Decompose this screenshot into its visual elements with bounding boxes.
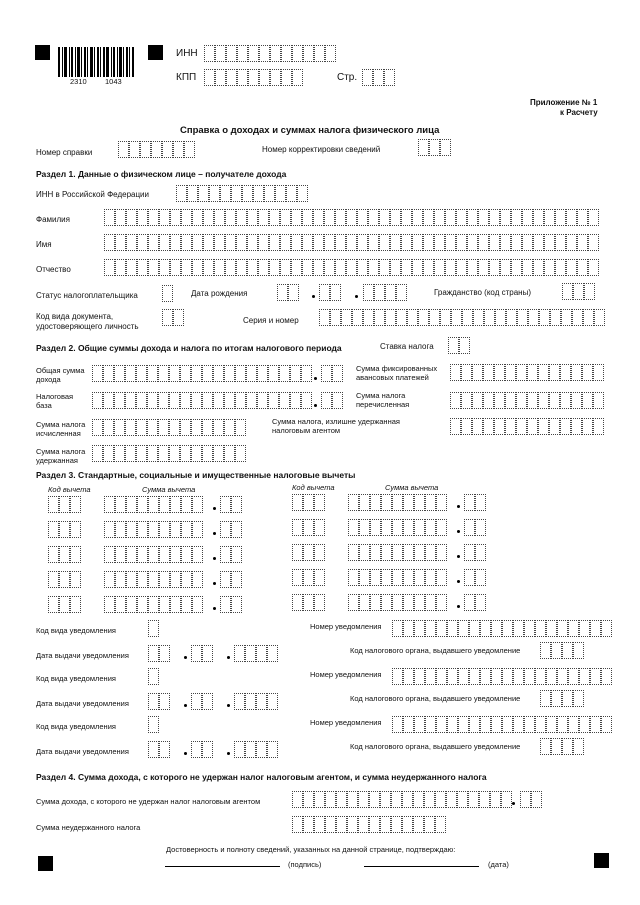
fixed-advance-label-1: Сумма фиксированных bbox=[356, 364, 438, 373]
notice-authority-label: Код налогового органа, выдавшего уведомление bbox=[350, 646, 521, 655]
deduction-code-cells[interactable] bbox=[48, 571, 81, 588]
date-caption: (дата) bbox=[488, 860, 509, 869]
doc-type-cells[interactable] bbox=[162, 309, 184, 326]
surname-cells[interactable] bbox=[104, 209, 599, 226]
tax-over-cells[interactable] bbox=[450, 418, 604, 435]
total-income-cells[interactable] bbox=[92, 365, 312, 382]
birth-date-label: Дата рождения bbox=[191, 289, 248, 298]
deduction-code-cells[interactable] bbox=[292, 544, 325, 561]
date-dot bbox=[227, 656, 230, 659]
barcode-text-left: 2310 bbox=[70, 77, 87, 86]
deduction-kop-cells[interactable] bbox=[220, 596, 242, 613]
tax-calc-label-2: исчисленная bbox=[36, 429, 81, 438]
corner-marker-top-mid bbox=[148, 45, 163, 60]
date-dot bbox=[184, 704, 187, 707]
date-dot bbox=[227, 752, 230, 755]
inn-rf-label: ИНН в Российской Федерации bbox=[36, 190, 149, 199]
date-dot bbox=[312, 295, 315, 298]
inn-rf-cells[interactable] bbox=[176, 185, 308, 202]
date-line[interactable] bbox=[364, 866, 479, 867]
notice-date-label: Дата выдачи уведомления bbox=[36, 747, 129, 756]
deduction-kop-cells[interactable] bbox=[464, 544, 486, 561]
date-dot bbox=[227, 704, 230, 707]
corner-marker-top-left bbox=[35, 45, 50, 60]
decimal-dot bbox=[457, 580, 460, 583]
decimal-dot bbox=[457, 505, 460, 508]
deduction-sum-cells[interactable] bbox=[348, 594, 447, 611]
notice-number-label: Номер уведомления bbox=[310, 718, 382, 727]
section3-title: Раздел 3. Стандартные, социальные и имущественные налоговые вычеты bbox=[36, 470, 356, 480]
deduction-code-header-right: Код вычета bbox=[292, 483, 335, 492]
inn-cells[interactable] bbox=[204, 45, 336, 62]
citizenship-cells[interactable] bbox=[562, 283, 595, 300]
deduction-sum-cells[interactable] bbox=[348, 544, 447, 561]
barcode-text-right: 1043 bbox=[105, 77, 122, 86]
inn-label: ИНН bbox=[176, 48, 198, 59]
deduction-kop-cells[interactable] bbox=[220, 571, 242, 588]
name-label: Имя bbox=[36, 240, 52, 249]
barcode bbox=[58, 47, 134, 77]
deduction-kop-cells[interactable] bbox=[464, 519, 486, 536]
tax-not-withheld-cells[interactable] bbox=[292, 816, 446, 833]
notice-authority-cells[interactable] bbox=[540, 738, 584, 755]
total-income-kop-cells[interactable] bbox=[321, 365, 343, 382]
decimal-dot bbox=[213, 507, 216, 510]
notice-type-label: Код вида уведомления bbox=[36, 626, 116, 635]
taxpayer-status-cell[interactable] bbox=[162, 285, 173, 302]
section2-title: Раздел 2. Общие суммы дохода и налога по итогам налогового периода bbox=[36, 343, 342, 353]
date-dot bbox=[184, 752, 187, 755]
citizenship-label: Гражданство (код страны) bbox=[434, 288, 531, 297]
notice-type-cell[interactable] bbox=[148, 716, 159, 733]
name-cells[interactable] bbox=[104, 234, 599, 251]
tax-over-label-1: Сумма налога, излишне удержанная bbox=[272, 417, 400, 426]
page-cells[interactable] bbox=[362, 69, 395, 86]
deduction-kop-cells[interactable] bbox=[464, 494, 486, 511]
birth-year-cells[interactable] bbox=[363, 284, 407, 301]
notice-day-cells[interactable] bbox=[148, 693, 170, 710]
notice-type-cell[interactable] bbox=[148, 620, 159, 637]
tax-paid-label-2: перечисленная bbox=[356, 400, 410, 409]
deduction-sum-cells[interactable] bbox=[104, 521, 203, 538]
birth-month-cells[interactable] bbox=[319, 284, 341, 301]
signature-line[interactable] bbox=[165, 866, 280, 867]
income-not-withheld-label: Сумма дохода, с которого не удержан налог налоговым агентом bbox=[36, 797, 261, 806]
decimal-dot bbox=[314, 404, 317, 407]
deduction-code-header-left: Код вычета bbox=[48, 485, 91, 494]
deduction-code-cells[interactable] bbox=[292, 494, 325, 511]
deduction-kop-cells[interactable] bbox=[464, 569, 486, 586]
income-not-withheld-kop-cells[interactable] bbox=[520, 791, 542, 808]
deduction-code-cells[interactable] bbox=[292, 569, 325, 586]
notice-authority-cells[interactable] bbox=[540, 642, 584, 659]
series-number-label: Серия и номер bbox=[243, 316, 299, 325]
signature-caption: (подпись) bbox=[288, 860, 322, 869]
kpp-cells[interactable] bbox=[204, 69, 303, 86]
form-title: Справка о доходах и суммах налога физического лица bbox=[180, 125, 440, 136]
tax-paid-label-1: Сумма налога bbox=[356, 391, 406, 400]
surname-label: Фамилия bbox=[36, 215, 70, 224]
deduction-sum-cells[interactable] bbox=[104, 546, 203, 563]
tax-base-kop-cells[interactable] bbox=[321, 392, 343, 409]
tax-over-label-2: налоговым агентом bbox=[272, 426, 341, 435]
date-dot bbox=[184, 656, 187, 659]
deduction-code-cells[interactable] bbox=[292, 519, 325, 536]
deduction-sum-cells[interactable] bbox=[104, 596, 203, 613]
birth-day-cells[interactable] bbox=[277, 284, 299, 301]
section4-title: Раздел 4. Сумма дохода, с которого не удержан налог налоговым агентом, и сумма неудержанного налога bbox=[36, 772, 487, 782]
section1-title: Раздел 1. Данные о физическом лице – получателе дохода bbox=[36, 169, 287, 179]
kpp-label: КПП bbox=[176, 72, 197, 83]
notice-type-cell[interactable] bbox=[148, 668, 159, 685]
notice-authority-cells[interactable] bbox=[540, 690, 584, 707]
patronymic-cells[interactable] bbox=[104, 259, 599, 276]
cert-number-label: Номер справки bbox=[36, 148, 93, 157]
deduction-code-cells[interactable] bbox=[48, 496, 81, 513]
notice-authority-label: Код налогового органа, выдавшего уведомление bbox=[350, 694, 521, 703]
taxpayer-status-label: Статус налогоплательщика bbox=[36, 291, 138, 300]
patronymic-label: Отчество bbox=[36, 265, 71, 274]
correction-number-cells[interactable] bbox=[418, 139, 451, 156]
tax-withheld-label-1: Сумма налога bbox=[36, 447, 86, 456]
corner-marker-bottom-right bbox=[594, 853, 609, 868]
fixed-advance-cells[interactable] bbox=[450, 364, 604, 381]
notice-number-cells[interactable] bbox=[392, 668, 612, 685]
notice-date-label: Дата выдачи уведомления bbox=[36, 699, 129, 708]
notice-year-cells[interactable] bbox=[234, 741, 278, 758]
tax-withheld-label-2: удержанная bbox=[36, 456, 78, 465]
page-label: Стр. bbox=[337, 72, 358, 83]
notice-type-label: Код вида уведомления bbox=[36, 722, 116, 731]
tax-calc-label-1: Сумма налога bbox=[36, 420, 86, 429]
deduction-code-cells[interactable] bbox=[48, 546, 81, 563]
deduction-sum-cells[interactable] bbox=[348, 569, 447, 586]
total-income-label-1: Общая сумма bbox=[36, 366, 85, 375]
tax-calc-cells[interactable] bbox=[92, 419, 246, 436]
appendix-line2: к Расчету bbox=[560, 108, 598, 117]
notice-number-label: Номер уведомления bbox=[310, 622, 382, 631]
tax-withheld-cells[interactable] bbox=[92, 445, 246, 462]
notice-type-label: Код вида уведомления bbox=[36, 674, 116, 683]
cert-number-cells[interactable] bbox=[118, 141, 195, 158]
tax-base-cells[interactable] bbox=[92, 392, 312, 409]
tax-rate-label: Ставка налога bbox=[380, 342, 434, 351]
tax-rate-cells[interactable] bbox=[448, 337, 470, 354]
corner-marker-bottom-left bbox=[38, 856, 53, 871]
decimal-dot bbox=[512, 802, 515, 805]
doc-type-label-1: Код вида документа, bbox=[36, 312, 114, 321]
notice-month-cells[interactable] bbox=[191, 741, 213, 758]
notice-day-cells[interactable] bbox=[148, 645, 170, 662]
notice-year-cells[interactable] bbox=[234, 693, 278, 710]
income-not-withheld-cells[interactable] bbox=[292, 791, 512, 808]
notice-month-cells[interactable] bbox=[191, 645, 213, 662]
total-income-label-2: дохода bbox=[36, 375, 61, 384]
correction-number-label: Номер корректировки сведений bbox=[262, 145, 381, 154]
deduction-code-cells[interactable] bbox=[48, 596, 81, 613]
deduction-sum-header-right: Сумма вычета bbox=[385, 483, 439, 492]
tax-not-withheld-label: Сумма неудержанного налога bbox=[36, 823, 141, 832]
deduction-sum-cells[interactable] bbox=[104, 571, 203, 588]
decimal-dot bbox=[213, 582, 216, 585]
notice-month-cells[interactable] bbox=[191, 693, 213, 710]
decimal-dot bbox=[457, 530, 460, 533]
deduction-sum-cells[interactable] bbox=[104, 496, 203, 513]
decimal-dot bbox=[213, 532, 216, 535]
notice-date-label: Дата выдачи уведомления bbox=[36, 651, 129, 660]
notice-year-cells[interactable] bbox=[234, 645, 278, 662]
appendix-line1: Приложение № 1 bbox=[530, 98, 598, 107]
deduction-kop-cells[interactable] bbox=[464, 594, 486, 611]
decimal-dot bbox=[213, 607, 216, 610]
date-dot bbox=[355, 295, 358, 298]
doc-type-label-2: удостоверяющего личность bbox=[36, 322, 139, 331]
decimal-dot bbox=[457, 555, 460, 558]
notice-number-label: Номер уведомления bbox=[310, 670, 382, 679]
deduction-sum-cells[interactable] bbox=[348, 519, 447, 536]
decimal-dot bbox=[457, 605, 460, 608]
series-number-cells[interactable] bbox=[319, 309, 605, 326]
deduction-sum-header-left: Сумма вычета bbox=[142, 485, 196, 494]
decimal-dot bbox=[213, 557, 216, 560]
tax-base-label-2: база bbox=[36, 401, 52, 410]
notice-number-cells[interactable] bbox=[392, 716, 612, 733]
tax-paid-cells[interactable] bbox=[450, 392, 604, 409]
confirm-text: Достоверность и полноту сведений, указанных на данной странице, подтверждаю: bbox=[166, 845, 456, 854]
notice-day-cells[interactable] bbox=[148, 741, 170, 758]
decimal-dot bbox=[314, 377, 317, 380]
notice-authority-label: Код налогового органа, выдавшего уведомление bbox=[350, 742, 521, 751]
deduction-sum-cells[interactable] bbox=[348, 494, 447, 511]
fixed-advance-label-2: авансовых платежей bbox=[356, 373, 429, 382]
notice-number-cells[interactable] bbox=[392, 620, 612, 637]
deduction-code-cells[interactable] bbox=[292, 594, 325, 611]
deduction-kop-cells[interactable] bbox=[220, 546, 242, 563]
deduction-kop-cells[interactable] bbox=[220, 496, 242, 513]
tax-base-label-1: Налоговая bbox=[36, 392, 74, 401]
deduction-code-cells[interactable] bbox=[48, 521, 81, 538]
deduction-kop-cells[interactable] bbox=[220, 521, 242, 538]
